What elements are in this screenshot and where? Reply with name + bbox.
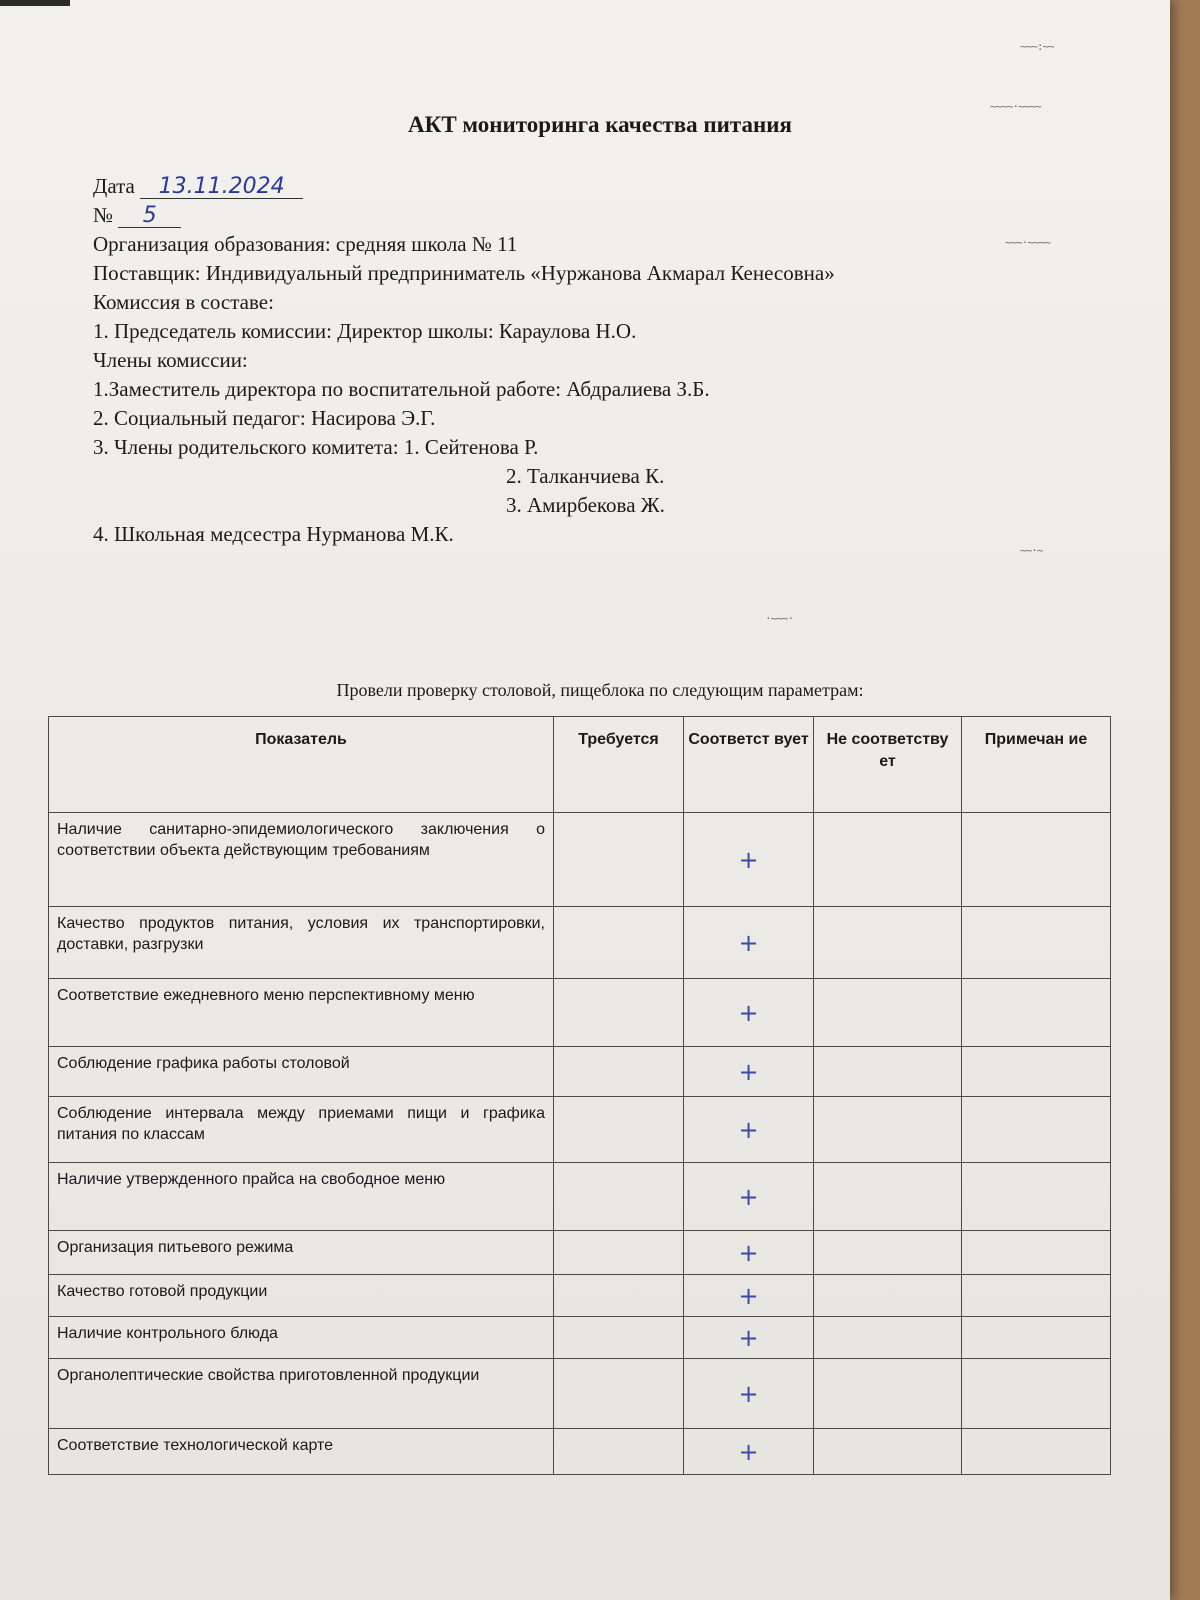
note-cell (962, 1317, 1111, 1359)
table-row (49, 1359, 1111, 1429)
required-cell (554, 1231, 684, 1275)
date-line (93, 172, 835, 201)
table-row (49, 1429, 1111, 1475)
required-cell (554, 813, 684, 907)
number-label: № (93, 203, 114, 227)
date-value: 13.11.2024 (140, 176, 303, 199)
not-complies-cell (814, 1047, 962, 1097)
note-cell (962, 1047, 1111, 1097)
header-required: Требуется (554, 717, 684, 813)
not-complies-cell (814, 907, 962, 979)
table-row (49, 1317, 1111, 1359)
number-line (93, 201, 835, 230)
scan-smudge: ·~~~· (765, 612, 794, 625)
inspection-table (48, 716, 1111, 1475)
required-cell (554, 1359, 684, 1429)
complies-mark: + (684, 1359, 814, 1429)
complies-mark: + (684, 1097, 814, 1163)
not-complies-cell (814, 1317, 962, 1359)
act-info (93, 172, 835, 549)
complies-mark: + (684, 1231, 814, 1275)
required-cell (554, 1429, 684, 1475)
indicator-cell: Наличие утвержденного прайса на свободное меню (49, 1163, 554, 1231)
indicator-cell: Соблюдение интервала между приемами пищи и графика питания по классам (49, 1097, 554, 1163)
sheet-corner (0, 0, 70, 6)
indicator-cell: Качество готовой продукции (49, 1275, 554, 1317)
indicator-cell: Организация питьевого режима (49, 1231, 554, 1275)
member-1: 1.Заместитель директора по воспитательной работе: Абдралиева З.Б. (93, 377, 710, 401)
indicator-cell: Соответствие ежедневного меню перспективному меню (49, 979, 554, 1047)
table-row (49, 813, 1111, 907)
note-cell (962, 907, 1111, 979)
header-note: Примечан ие (962, 717, 1111, 813)
header-indicator: Показатель (49, 717, 554, 813)
scan-smudge: ~~~·~~~~ (1005, 236, 1050, 249)
required-cell (554, 979, 684, 1047)
not-complies-cell (814, 1097, 962, 1163)
not-complies-cell (814, 1429, 962, 1475)
indicator-cell: Наличие санитарно-эпидемиологического заключения о соответствии объекта действующим требованиям (49, 813, 554, 907)
note-cell (962, 1359, 1111, 1429)
commission-line: Комиссия в составе: (93, 290, 274, 314)
table-caption: Провели проверку столовой, пищеблока по следующим параметрам: (336, 680, 864, 700)
indicator-cell: Качество продуктов питания, условия их транспортировки, доставки, разгрузки (49, 907, 554, 979)
organization-line: Организация образования: средняя школа № 11 (93, 232, 518, 256)
required-cell (554, 1097, 684, 1163)
member-4: 4. Школьная медсестра Нурманова М.К. (93, 522, 454, 546)
complies-mark: + (684, 907, 814, 979)
complies-mark: + (684, 1047, 814, 1097)
not-complies-cell (814, 1163, 962, 1231)
complies-mark: + (684, 979, 814, 1047)
header-not-complies: Не соответству ет (814, 717, 962, 813)
supplier-line: Поставщик: Индивидуальный предприниматель «Нуржанова Акмарал Кенесовна» (93, 261, 835, 285)
required-cell (554, 1275, 684, 1317)
not-complies-cell (814, 1231, 962, 1275)
note-cell (962, 1097, 1111, 1163)
not-complies-cell (814, 1275, 962, 1317)
required-cell (554, 1163, 684, 1231)
complies-mark: + (684, 813, 814, 907)
member-3: 3. Члены родительского комитета: 1. Сейтенова Р. (93, 435, 539, 459)
table-row (49, 1047, 1111, 1097)
date-label: Дата (93, 174, 135, 198)
table-row (49, 1097, 1111, 1163)
chairman-line: 1. Председатель комиссии: Директор школы: Караулова Н.О. (93, 319, 637, 343)
scan-smudge: ~~~~·~~~~ (990, 100, 1041, 113)
note-cell (962, 1231, 1111, 1275)
note-cell (962, 1163, 1111, 1231)
table-row (49, 1163, 1111, 1231)
required-cell (554, 1317, 684, 1359)
table-row (49, 1275, 1111, 1317)
required-cell (554, 1047, 684, 1097)
members-heading: Члены комиссии: (93, 348, 248, 372)
document-title: АКТ мониторинга качества питания (408, 112, 792, 137)
scan-smudge: ~~·~ (1020, 544, 1043, 557)
note-cell (962, 813, 1111, 907)
indicator-cell: Наличие контрольного блюда (49, 1317, 554, 1359)
table-row (49, 979, 1111, 1047)
member-3b: 2. Талканчиева К. (506, 464, 665, 488)
table-header-row (49, 717, 1111, 813)
complies-mark: + (684, 1429, 814, 1475)
note-cell (962, 1275, 1111, 1317)
complies-mark: + (684, 1317, 814, 1359)
indicator-cell: Соответствие технологической карте (49, 1429, 554, 1475)
note-cell (962, 1429, 1111, 1475)
note-cell (962, 979, 1111, 1047)
indicator-cell: Органолептические свойства приготовленной продукции (49, 1359, 554, 1429)
complies-mark: + (684, 1275, 814, 1317)
indicator-cell: Соблюдение графика работы столовой (49, 1047, 554, 1097)
member-2: 2. Социальный педагог: Насирова Э.Г. (93, 406, 436, 430)
table-row (49, 1231, 1111, 1275)
table-row (49, 907, 1111, 979)
not-complies-cell (814, 1359, 962, 1429)
scan-smudge: ~~~:~~ (1020, 40, 1054, 53)
number-value: 5 (118, 205, 181, 228)
header-complies: Соответст вует (684, 717, 814, 813)
complies-mark: + (684, 1163, 814, 1231)
required-cell (554, 907, 684, 979)
not-complies-cell (814, 979, 962, 1047)
member-3c: 3. Амирбекова Ж. (506, 493, 665, 517)
not-complies-cell (814, 813, 962, 907)
